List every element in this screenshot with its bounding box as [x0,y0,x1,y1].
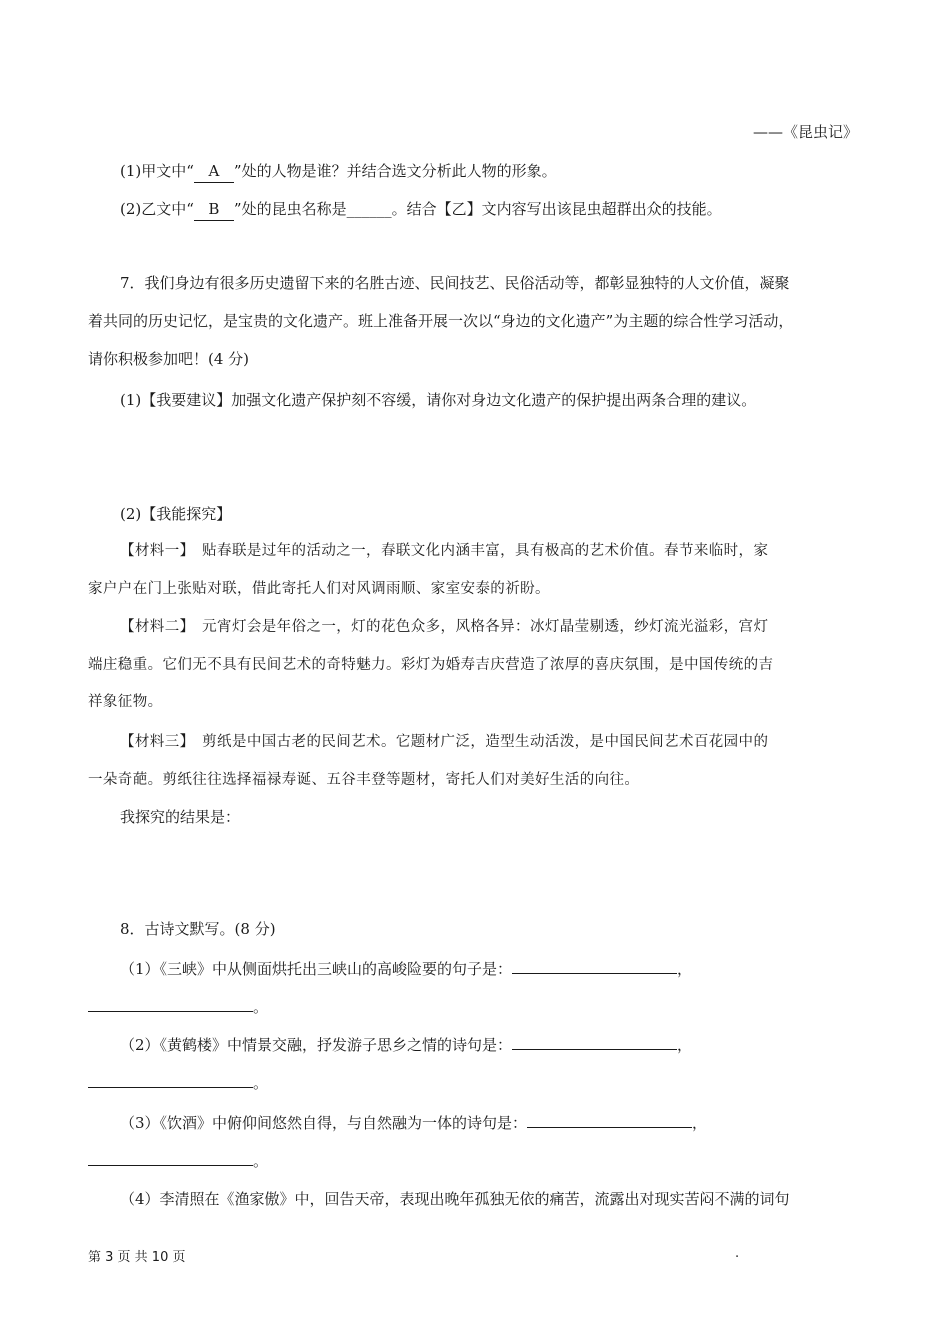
q8-item-1-blank-b[interactable] [88,997,253,1012]
q6-2-text-c: 。结合【乙】文内容写出该昆虫超群出众的技能。 [391,200,722,218]
q8-item-1-text: （1）《三峡》中从侧面烘托出三峡山的高峻险要的句子是： [120,960,513,978]
q7-result-prompt: 我探究的结果是： [120,808,241,826]
q8-item-1-period: 。 [253,998,269,1016]
q8-item-3-text: （3）《饮酒》中俯仰间悠然自得，与自然融为一体的诗句是： [120,1114,528,1132]
q6-2-answer-blank: ______ [346,200,392,218]
q8-item-3 [120,1112,707,1134]
q8-item-1 [120,958,692,980]
q7-subquestion-1: (1)【我要建议】加强文化遗产保护刻不容缓，请你对身边文化遗产的保护提出两条合理的建议。 [120,391,757,409]
q8-item-3-blank-a[interactable] [527,1113,692,1128]
q8-item-2-blank-a[interactable] [512,1035,677,1050]
q6-1-text-a: (1)甲文中“ [120,162,194,180]
q8-item-2-blank-b[interactable] [88,1073,253,1088]
q6-1-blank-mark: A [194,160,234,183]
q8-item-2-comma: ， [677,1036,693,1054]
material-3-line-2: 一朵奇葩。剪纸往往选择福禄寿诞、五谷丰登等题材，寄托人们对美好生活的向往。 [88,772,640,788]
material-2-line-1: 【材料二】 元宵灯会是年俗之一，灯的花色众多，风格各异：冰灯晶莹剔透，纱灯流光溢彩，宫灯 [120,619,769,635]
q7-intro-line-1: 7．我们身边有很多历史遗留下来的名胜古迹、民间技艺、民俗活动等，都彰显独特的人文价值，凝聚 [120,274,790,292]
page-number: 第 3 页 共 10 页 [88,1250,186,1265]
q7-intro-line-3: 请你积极参加吧！(4 分) [88,350,250,368]
q8-item-3-period: 。 [253,1152,269,1170]
q6-1-text-b: ”处的人物是谁？并结合选文分析此人物的形象。 [233,162,557,180]
q7-intro-line-2: 着共同的历史记忆，是宝贵的文化遗产。班上准备开展一次以“身边的文化遗产”为主题的综合性学习活动， [88,312,794,330]
q6-2-text-b: ”处的昆虫名称是 [233,200,347,218]
material-1-line-2: 家户户在门上张贴对联，借此寄托人们对风调雨顺、家室安泰的祈盼。 [88,581,550,597]
q6-subquestion-1 [120,160,557,183]
q8-item-2-period: 。 [253,1074,269,1092]
q8-item-2 [120,1034,692,1056]
footer-dot: . [735,1246,740,1261]
q8-title: 8．古诗文默写。(8 分) [120,920,276,938]
q8-item-1-comma: ， [677,960,693,978]
q8-item-4: （4）李清照在《渔家傲》中，回告天帝，表现出晚年孤独无依的痛苦，流露出对现实苦闷不满的词句 [120,1190,790,1208]
q6-2-text-a: (2)乙文中“ [120,200,194,218]
q8-item-3-blank-b[interactable] [88,1151,253,1166]
material-1-line-1: 【材料一】 贴春联是过年的活动之一，春联文化内涵丰富，具有极高的艺术价值。春节来临时，家 [120,543,769,559]
q8-item-2-text: （2）《黄鹤楼》中情景交融，抒发游子思乡之情的诗句是： [120,1036,513,1054]
material-3-line-1: 【材料三】 剪纸是中国古老的民间艺术。它题材广泛，造型生动活泼，是中国民间艺术百花园中的 [120,734,769,750]
q8-item-2-cont [88,1072,268,1094]
material-2-line-3: 祥象征物。 [88,694,163,710]
q8-item-1-blank-a[interactable] [512,959,677,974]
q8-item-3-cont [88,1150,268,1172]
source-attribution: ——《昆虫记》 [752,123,858,141]
q7-subquestion-2: (2)【我能探究】 [120,505,232,523]
q8-item-1-cont [88,996,268,1018]
q8-item-3-comma: ， [692,1114,708,1132]
material-2-line-2: 端庄稳重。它们无不具有民间艺术的奇特魅力。彩灯为婚寿吉庆营造了浓厚的喜庆氛围，是中国传统的吉 [88,657,774,673]
q6-subquestion-2 [120,198,722,221]
q6-2-blank-mark: B [194,198,234,221]
